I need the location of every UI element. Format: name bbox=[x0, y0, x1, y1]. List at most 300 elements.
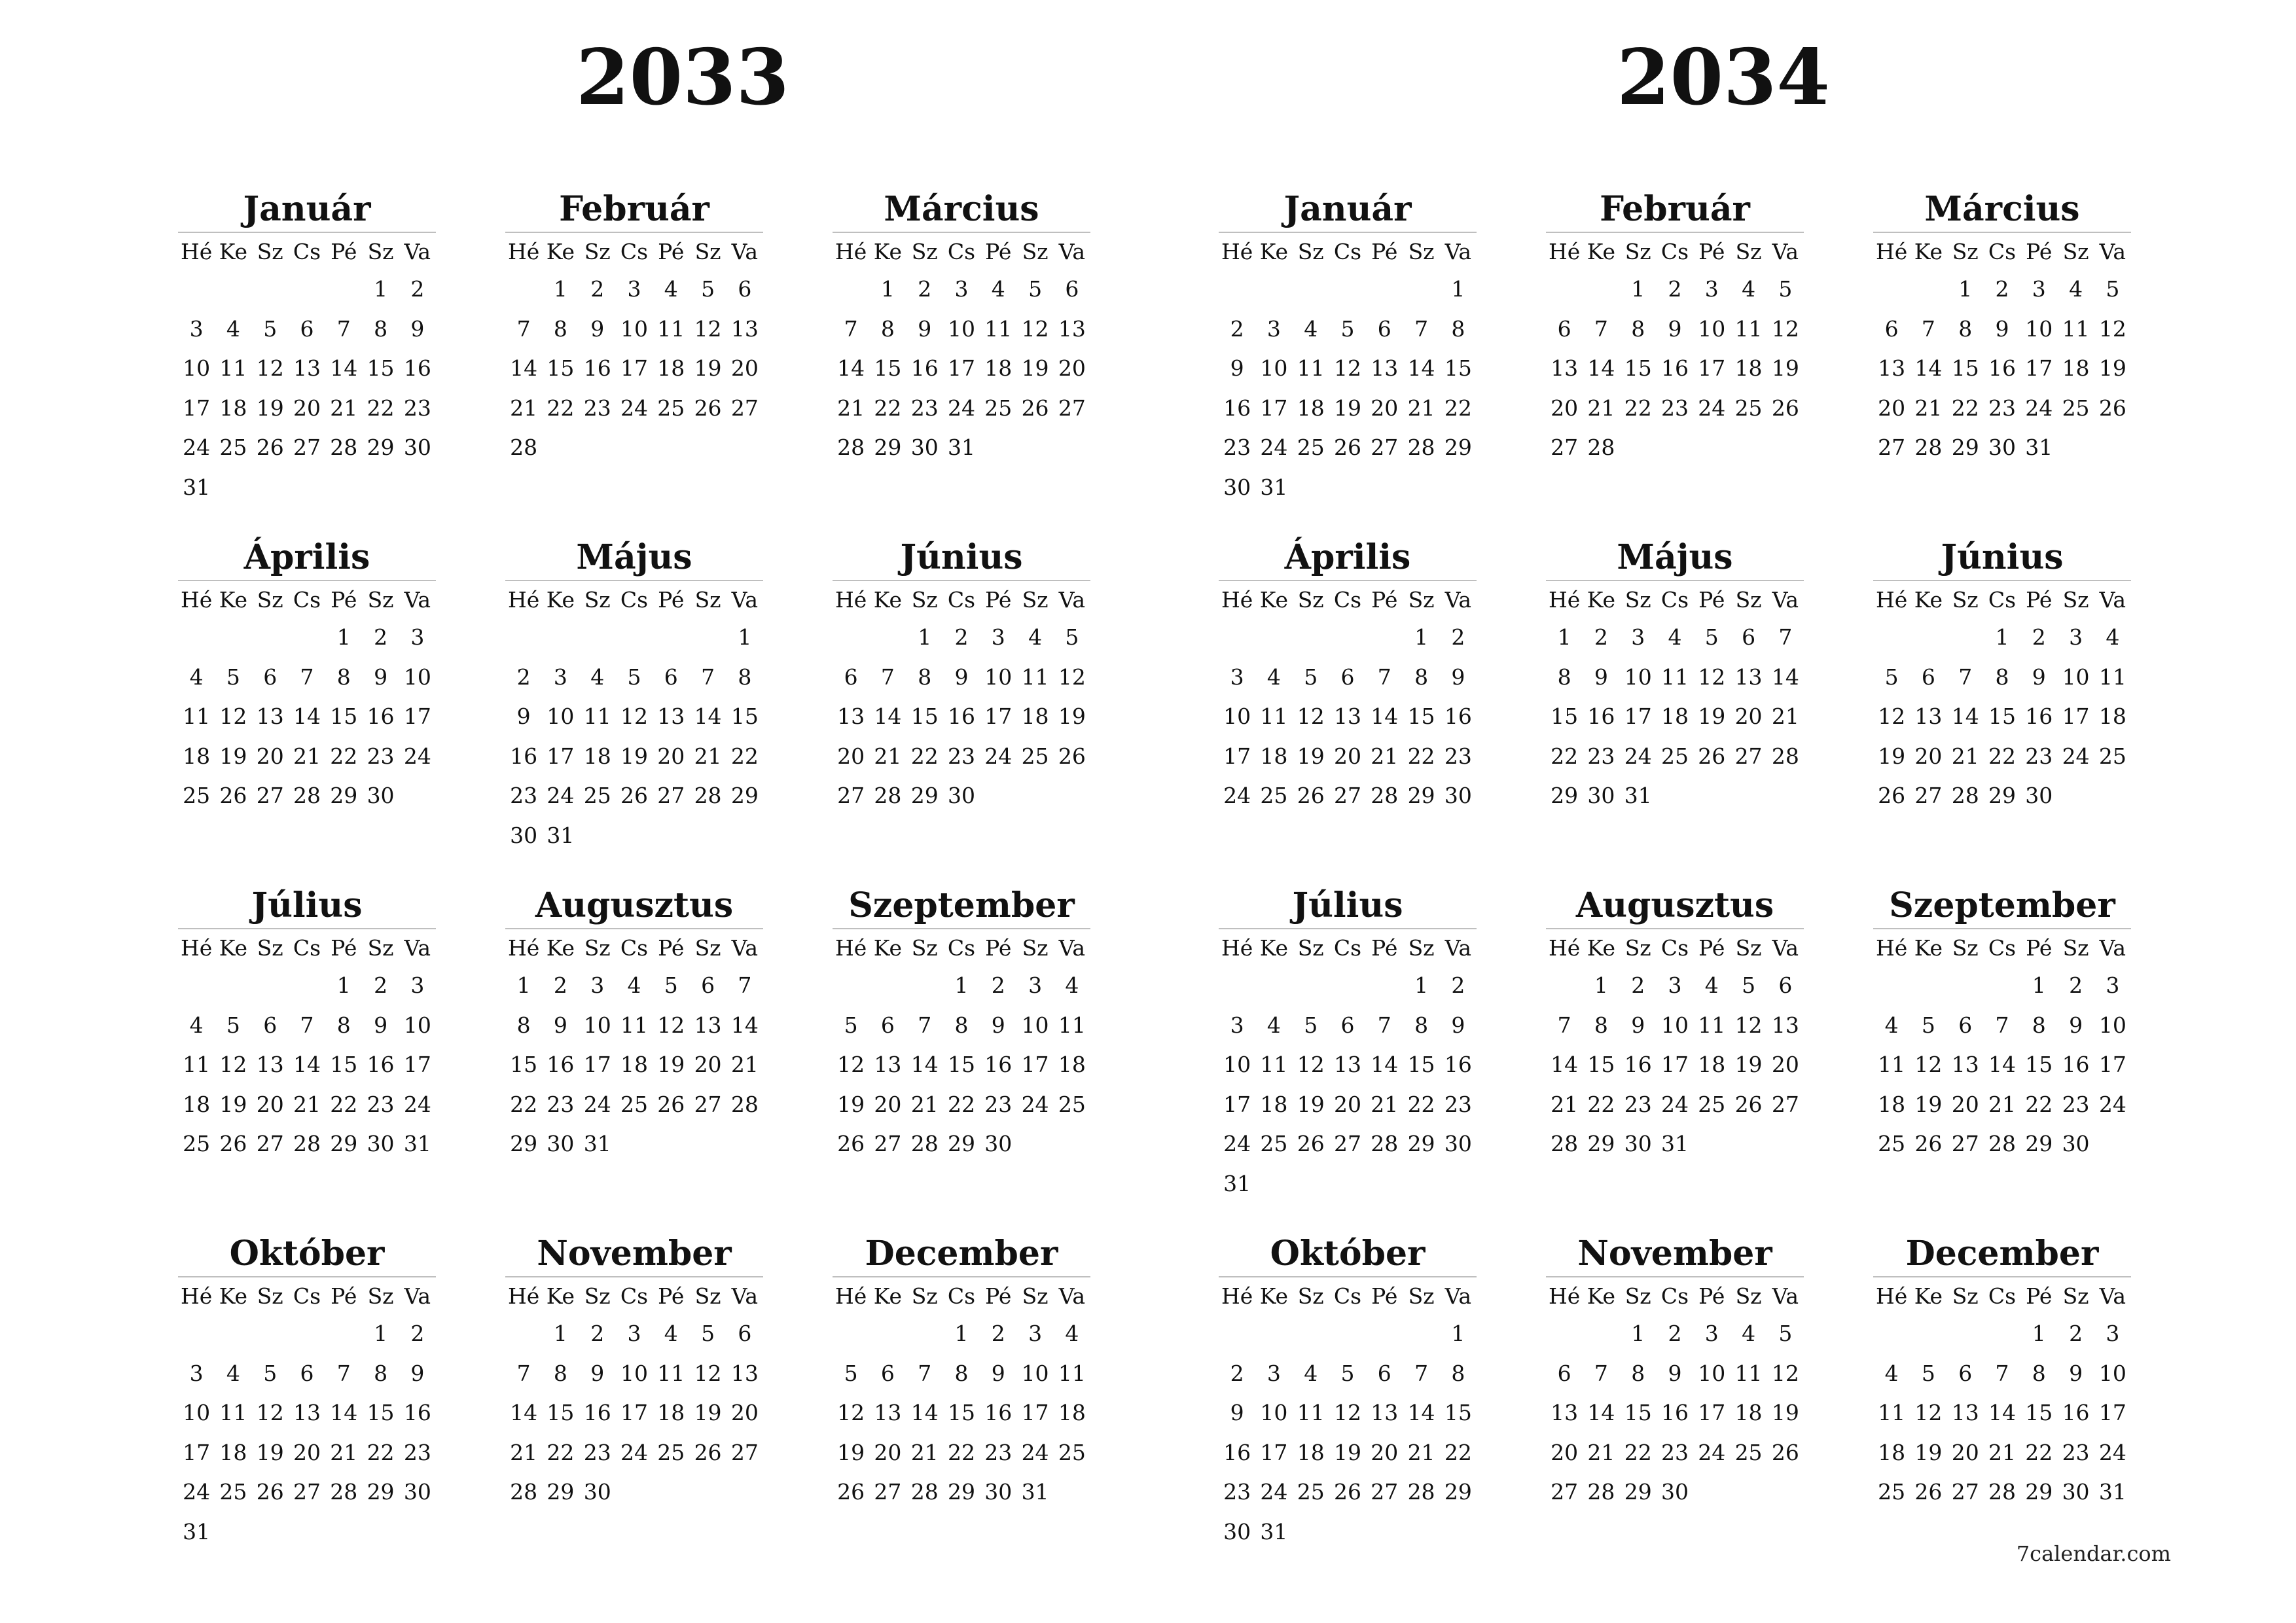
months-grid bbox=[1219, 189, 2228, 1585]
empty-cell bbox=[505, 618, 542, 658]
day-cell: 10 bbox=[947, 315, 975, 342]
day-cell: 11 bbox=[1734, 1360, 1763, 1386]
day-cell: 4 bbox=[2069, 276, 2083, 302]
day-cell: 24 bbox=[1260, 1479, 1288, 1505]
weekday-label: Ke bbox=[873, 586, 903, 613]
day-cell: 9 bbox=[516, 704, 531, 729]
empty-cell bbox=[1219, 618, 1255, 658]
day-cell: 31 bbox=[1021, 1479, 1049, 1505]
day-cell: 13 bbox=[1371, 1400, 1399, 1425]
year-calendar-2034 bbox=[1219, 32, 2228, 1585]
day-cell: 25 bbox=[1660, 743, 1689, 769]
day-cell: 23 bbox=[984, 1439, 1013, 1465]
weekday-label: Hé bbox=[180, 1283, 213, 1309]
day-cell: 30 bbox=[984, 1479, 1013, 1505]
empty-cell bbox=[1219, 1314, 1255, 1354]
empty-cell bbox=[325, 270, 362, 310]
weekday-label: Va bbox=[1058, 935, 1086, 961]
day-cell: 22 bbox=[510, 1091, 538, 1117]
weekday-label: Ke bbox=[219, 238, 248, 264]
weekday-label: Hé bbox=[180, 935, 213, 961]
day-cell: 16 bbox=[510, 743, 538, 769]
weekday-label: Sz bbox=[1952, 238, 1979, 264]
day-cell: 20 bbox=[1333, 743, 1361, 769]
day-cell: 25 bbox=[2062, 395, 2090, 421]
day-cell: 18 bbox=[620, 1052, 648, 1077]
day-cell: 22 bbox=[1444, 395, 1472, 421]
day-cell: 10 bbox=[2098, 1012, 2126, 1038]
day-grid bbox=[1546, 966, 1804, 1164]
weekday-label: Sz bbox=[1624, 1283, 1651, 1309]
day-cell: 4 bbox=[1704, 972, 1719, 998]
day-cell: 26 bbox=[837, 1131, 865, 1156]
day-cell: 7 bbox=[300, 664, 314, 690]
day-cell: 11 bbox=[1021, 664, 1049, 690]
day-cell: 7 bbox=[1377, 664, 1391, 690]
day-cell: 20 bbox=[837, 743, 865, 769]
weekday-label: Sz bbox=[584, 238, 611, 264]
day-cell: 15 bbox=[1444, 355, 1472, 381]
weekday-label: Hé bbox=[834, 586, 867, 613]
day-cell: 6 bbox=[1065, 276, 1079, 302]
day-cell: 21 bbox=[1587, 1439, 1615, 1465]
month-name: Május bbox=[576, 537, 692, 577]
weekday-label: Pé bbox=[2026, 238, 2053, 264]
day-cell: 15 bbox=[874, 355, 902, 381]
day-cell: 7 bbox=[1414, 315, 1429, 342]
empty-cell bbox=[833, 618, 869, 658]
day-cell: 24 bbox=[620, 1439, 648, 1465]
day-cell: 18 bbox=[219, 1439, 247, 1465]
day-cell: 19 bbox=[1698, 704, 1726, 729]
day-cell: 16 bbox=[403, 1400, 431, 1425]
weekday-label: Sz bbox=[257, 586, 283, 613]
day-cell: 17 bbox=[1260, 395, 1288, 421]
empty-cell bbox=[1329, 270, 1366, 310]
day-cell: 3 bbox=[410, 972, 425, 998]
day-cell: 2 bbox=[1451, 624, 1465, 650]
weekday-label: Sz bbox=[1297, 1283, 1324, 1309]
day-cell: 1 bbox=[336, 624, 351, 650]
day-cell: 29 bbox=[730, 783, 759, 808]
day-cell: 20 bbox=[293, 1439, 321, 1465]
weekday-label: Va bbox=[1772, 238, 1799, 264]
weekday-label: Pé bbox=[331, 935, 357, 961]
day-cell: 15 bbox=[910, 704, 939, 729]
day-cell: 4 bbox=[1742, 1321, 1756, 1346]
day-cell: 26 bbox=[2098, 395, 2126, 421]
day-cell: 15 bbox=[330, 704, 358, 729]
day-cell: 4 bbox=[664, 276, 678, 302]
weekday-label: Hé bbox=[507, 1283, 540, 1309]
day-cell: 1 bbox=[374, 276, 388, 302]
day-cell: 9 bbox=[553, 1012, 567, 1038]
day-cell: 12 bbox=[1698, 664, 1726, 690]
weekday-header bbox=[505, 233, 763, 270]
month-name: Január bbox=[1283, 189, 1412, 229]
day-grid bbox=[1546, 270, 1804, 468]
day-cell: 28 bbox=[1988, 1131, 2016, 1156]
day-cell: 19 bbox=[657, 1052, 685, 1077]
day-cell: 19 bbox=[1058, 704, 1086, 729]
day-grid bbox=[505, 618, 763, 855]
day-cell: 5 bbox=[1921, 1360, 1935, 1386]
day-cell: 20 bbox=[1551, 1439, 1579, 1465]
weekday-header bbox=[833, 1277, 1090, 1314]
day-cell: 28 bbox=[1914, 435, 1943, 460]
day-cell: 25 bbox=[984, 395, 1013, 421]
day-cell: 10 bbox=[1021, 1360, 1049, 1386]
day-cell: 1 bbox=[516, 972, 531, 998]
weekday-label: Cs bbox=[947, 586, 976, 613]
day-cell: 28 bbox=[1407, 435, 1435, 460]
day-cell: 16 bbox=[1444, 1052, 1472, 1077]
day-cell: 14 bbox=[1407, 355, 1435, 381]
weekday-label: Sz bbox=[257, 1283, 283, 1309]
day-cell: 2 bbox=[410, 1321, 425, 1346]
day-cell: 15 bbox=[367, 355, 395, 381]
weekday-label: Hé bbox=[507, 586, 540, 613]
day-cell: 18 bbox=[657, 1400, 685, 1425]
day-cell: 7 bbox=[918, 1360, 932, 1386]
day-cell: 8 bbox=[1594, 1012, 1608, 1038]
day-cell: 16 bbox=[367, 704, 395, 729]
day-cell: 12 bbox=[1058, 664, 1086, 690]
day-cell: 24 bbox=[1624, 743, 1652, 769]
day-cell: 6 bbox=[263, 664, 278, 690]
day-cell: 30 bbox=[583, 1479, 611, 1505]
day-cell: 19 bbox=[2098, 355, 2126, 381]
weekday-label: Ke bbox=[546, 238, 575, 264]
month-name: Szeptember bbox=[1889, 885, 2115, 925]
day-cell: 23 bbox=[2062, 1439, 2090, 1465]
day-cell: 22 bbox=[2025, 1091, 2053, 1117]
day-cell: 30 bbox=[1444, 783, 1472, 808]
day-cell: 25 bbox=[657, 395, 685, 421]
day-cell: 21 bbox=[1988, 1439, 2016, 1465]
day-cell: 18 bbox=[984, 355, 1013, 381]
day-cell: 26 bbox=[1021, 395, 1049, 421]
day-cell: 21 bbox=[293, 743, 321, 769]
day-cell: 28 bbox=[1371, 783, 1399, 808]
month-name: Június bbox=[900, 537, 1023, 577]
day-cell: 22 bbox=[330, 1091, 358, 1117]
day-cell: 9 bbox=[374, 1012, 388, 1038]
day-cell: 30 bbox=[910, 435, 939, 460]
day-cell: 29 bbox=[1551, 783, 1579, 808]
weekday-label: Sz bbox=[1952, 586, 1979, 613]
month-name: Január bbox=[243, 189, 371, 229]
day-cell: 22 bbox=[330, 743, 358, 769]
month-name: December bbox=[1905, 1234, 2099, 1274]
empty-cell bbox=[833, 270, 869, 310]
day-cell: 25 bbox=[1260, 1131, 1288, 1156]
day-cell: 16 bbox=[2062, 1400, 2090, 1425]
weekday-label: Sz bbox=[1624, 586, 1651, 613]
day-cell: 7 bbox=[516, 315, 531, 342]
day-cell: 6 bbox=[1377, 315, 1391, 342]
day-cell: 23 bbox=[984, 1091, 1013, 1117]
day-cell: 31 bbox=[1624, 783, 1652, 808]
day-cell: 27 bbox=[837, 783, 865, 808]
day-cell: 27 bbox=[1551, 1479, 1579, 1505]
day-cell: 8 bbox=[1995, 664, 2009, 690]
empty-cell bbox=[1403, 1314, 1439, 1354]
month-name: November bbox=[1577, 1234, 1772, 1274]
day-cell: 20 bbox=[1371, 1439, 1399, 1465]
day-cell: 2 bbox=[1668, 276, 1682, 302]
day-cell: 3 bbox=[1266, 1360, 1281, 1386]
day-cell: 8 bbox=[1451, 1360, 1465, 1386]
day-cell: 1 bbox=[336, 972, 351, 998]
day-cell: 11 bbox=[1260, 704, 1288, 729]
day-cell: 17 bbox=[403, 704, 431, 729]
empty-cell bbox=[1366, 618, 1403, 658]
day-cell: 16 bbox=[583, 355, 611, 381]
day-cell: 25 bbox=[2098, 743, 2126, 769]
month-block bbox=[1219, 537, 1477, 889]
day-cell: 25 bbox=[1297, 1479, 1325, 1505]
weekday-label: Hé bbox=[1548, 935, 1581, 961]
day-cell: 20 bbox=[874, 1091, 902, 1117]
weekday-label: Ke bbox=[1914, 238, 1943, 264]
month-block bbox=[1546, 885, 1804, 1237]
day-cell: 27 bbox=[1734, 743, 1763, 769]
weekday-label: Sz bbox=[911, 1283, 938, 1309]
month-name: Október bbox=[1270, 1234, 1426, 1274]
day-cell: 18 bbox=[1260, 1091, 1288, 1117]
day-cell: 12 bbox=[256, 355, 284, 381]
day-cell: 30 bbox=[1223, 474, 1251, 500]
day-cell: 3 bbox=[627, 1321, 641, 1346]
day-cell: 12 bbox=[1914, 1052, 1943, 1077]
day-cell: 26 bbox=[1297, 783, 1325, 808]
day-cell: 14 bbox=[910, 1400, 939, 1425]
day-cell: 18 bbox=[657, 355, 685, 381]
month-block bbox=[1546, 537, 1804, 889]
day-cell: 9 bbox=[2069, 1360, 2083, 1386]
weekday-label: Ke bbox=[219, 935, 248, 961]
weekday-label: Cs bbox=[1660, 1283, 1689, 1309]
weekday-label: Pé bbox=[2026, 586, 2053, 613]
day-cell: 17 bbox=[547, 743, 575, 769]
day-cell: 12 bbox=[1333, 355, 1361, 381]
weekday-label: Ke bbox=[1587, 935, 1616, 961]
day-cell: 6 bbox=[1377, 1360, 1391, 1386]
weekday-label: Hé bbox=[1548, 238, 1581, 264]
day-cell: 8 bbox=[738, 664, 752, 690]
day-cell: 23 bbox=[1444, 743, 1472, 769]
day-cell: 8 bbox=[1631, 315, 1645, 342]
empty-cell bbox=[833, 966, 869, 1006]
empty-cell bbox=[1546, 966, 1583, 1006]
day-cell: 1 bbox=[1958, 276, 1973, 302]
day-cell: 19 bbox=[256, 395, 284, 421]
weekday-header bbox=[505, 581, 763, 618]
day-cell: 24 bbox=[2098, 1439, 2126, 1465]
day-cell: 20 bbox=[1951, 1091, 1979, 1117]
weekday-label: Ke bbox=[873, 238, 903, 264]
day-cell: 16 bbox=[583, 1400, 611, 1425]
day-cell: 29 bbox=[1444, 435, 1472, 460]
day-cell: 2 bbox=[2032, 624, 2046, 650]
day-cell: 3 bbox=[1028, 972, 1043, 998]
month-name: Február bbox=[1600, 189, 1750, 229]
day-cell: 7 bbox=[918, 1012, 932, 1038]
day-cell: 2 bbox=[1451, 972, 1465, 998]
weekday-label: Ke bbox=[546, 935, 575, 961]
day-cell: 7 bbox=[1377, 1012, 1391, 1038]
day-cell: 1 bbox=[553, 276, 567, 302]
month-name: Május bbox=[1617, 537, 1733, 577]
day-cell: 18 bbox=[1058, 1400, 1086, 1425]
weekday-label: Hé bbox=[180, 238, 213, 264]
day-cell: 4 bbox=[991, 276, 1005, 302]
day-cell: 18 bbox=[1698, 1052, 1726, 1077]
weekday-header bbox=[1873, 581, 2131, 618]
day-cell: 29 bbox=[330, 1131, 358, 1156]
day-cell: 24 bbox=[984, 743, 1013, 769]
day-cell: 29 bbox=[1444, 1479, 1472, 1505]
weekday-label: Sz bbox=[694, 586, 721, 613]
day-cell: 2 bbox=[2069, 972, 2083, 998]
empty-cell bbox=[1329, 618, 1366, 658]
day-cell: 29 bbox=[367, 435, 395, 460]
day-cell: 25 bbox=[1058, 1439, 1086, 1465]
day-cell: 3 bbox=[2106, 972, 2120, 998]
day-cell: 28 bbox=[510, 1479, 538, 1505]
day-cell: 16 bbox=[1624, 1052, 1652, 1077]
day-cell: 29 bbox=[947, 1479, 975, 1505]
weekday-label: Cs bbox=[1660, 935, 1689, 961]
month-block bbox=[1873, 1234, 2131, 1585]
day-cell: 1 bbox=[553, 1321, 567, 1346]
day-cell: 16 bbox=[1660, 355, 1689, 381]
day-cell: 10 bbox=[620, 315, 648, 342]
weekday-label: Hé bbox=[1548, 586, 1581, 613]
month-block bbox=[1873, 537, 2131, 889]
weekday-label: Sz bbox=[911, 238, 938, 264]
weekday-label: Cs bbox=[1988, 586, 2017, 613]
day-cell: 3 bbox=[1631, 624, 1645, 650]
weekday-label: Ke bbox=[1587, 1283, 1616, 1309]
day-cell: 11 bbox=[620, 1012, 648, 1038]
day-cell: 3 bbox=[189, 1360, 204, 1386]
day-cell: 6 bbox=[880, 1012, 895, 1038]
day-cell: 31 bbox=[583, 1131, 611, 1156]
weekday-label: Cs bbox=[1988, 1283, 2017, 1309]
day-cell: 7 bbox=[1778, 624, 1793, 650]
weekday-label: Sz bbox=[1952, 935, 1979, 961]
day-grid bbox=[1219, 270, 1477, 507]
day-cell: 1 bbox=[954, 972, 969, 998]
day-cell: 20 bbox=[1371, 395, 1399, 421]
day-cell: 7 bbox=[300, 1012, 314, 1038]
day-cell: 5 bbox=[701, 276, 715, 302]
day-cell: 13 bbox=[1371, 355, 1399, 381]
day-cell: 9 bbox=[1668, 1360, 1682, 1386]
day-cell: 6 bbox=[300, 315, 314, 342]
day-cell: 8 bbox=[954, 1012, 969, 1038]
empty-cell bbox=[1255, 966, 1292, 1006]
weekday-label: Sz bbox=[694, 935, 721, 961]
weekday-label: Va bbox=[2099, 586, 2126, 613]
day-cell: 27 bbox=[293, 1479, 321, 1505]
empty-cell bbox=[215, 966, 251, 1006]
day-cell: 5 bbox=[1742, 972, 1756, 998]
weekday-label: Ke bbox=[873, 935, 903, 961]
day-grid bbox=[1873, 270, 2131, 468]
day-cell: 10 bbox=[183, 1400, 211, 1425]
day-cell: 26 bbox=[694, 1439, 722, 1465]
day-cell: 1 bbox=[2032, 972, 2046, 998]
weekday-label: Cs bbox=[1333, 1283, 1362, 1309]
day-cell: 9 bbox=[1230, 1400, 1244, 1425]
weekday-label: Cs bbox=[620, 935, 649, 961]
day-cell: 13 bbox=[1734, 664, 1763, 690]
day-cell: 12 bbox=[2098, 315, 2126, 342]
day-cell: 2 bbox=[1230, 315, 1244, 342]
weekday-header bbox=[1873, 1277, 2131, 1314]
weekday-label: Ke bbox=[219, 586, 248, 613]
year-title: 2034 bbox=[1617, 32, 1830, 122]
day-cell: 30 bbox=[367, 783, 395, 808]
day-cell: 20 bbox=[1771, 1052, 1799, 1077]
weekday-label: Sz bbox=[1408, 1283, 1435, 1309]
day-cell: 31 bbox=[403, 1131, 431, 1156]
day-cell: 11 bbox=[583, 704, 611, 729]
day-grid bbox=[178, 270, 436, 507]
weekday-label: Hé bbox=[1548, 1283, 1581, 1309]
day-cell: 23 bbox=[1444, 1091, 1472, 1117]
day-cell: 25 bbox=[1021, 743, 1049, 769]
day-cell: 24 bbox=[1698, 395, 1726, 421]
weekday-label: Sz bbox=[1297, 586, 1324, 613]
day-grid bbox=[833, 966, 1090, 1164]
weekday-header bbox=[1219, 581, 1477, 618]
day-cell: 17 bbox=[1698, 1400, 1726, 1425]
day-cell: 23 bbox=[403, 395, 431, 421]
month-name: Október bbox=[229, 1234, 385, 1274]
empty-cell bbox=[616, 618, 653, 658]
day-cell: 7 bbox=[1414, 1360, 1429, 1386]
weekday-label: Ke bbox=[1914, 935, 1943, 961]
day-cell: 4 bbox=[1668, 624, 1682, 650]
day-cell: 24 bbox=[2098, 1091, 2126, 1117]
day-cell: 16 bbox=[1988, 355, 2016, 381]
day-cell: 23 bbox=[583, 395, 611, 421]
day-cell: 14 bbox=[293, 704, 321, 729]
day-cell: 3 bbox=[1266, 315, 1281, 342]
weekday-label: Sz bbox=[2062, 935, 2089, 961]
day-cell: 30 bbox=[1988, 435, 2016, 460]
day-cell: 4 bbox=[1884, 1360, 1899, 1386]
empty-cell bbox=[1403, 270, 1439, 310]
day-cell: 15 bbox=[2025, 1400, 2053, 1425]
day-cell: 10 bbox=[183, 355, 211, 381]
day-cell: 21 bbox=[730, 1052, 759, 1077]
day-cell: 7 bbox=[1557, 1012, 1571, 1038]
day-cell: 26 bbox=[1771, 1439, 1799, 1465]
day-cell: 8 bbox=[1631, 1360, 1645, 1386]
day-cell: 12 bbox=[1297, 1052, 1325, 1077]
day-cell: 9 bbox=[2069, 1012, 2083, 1038]
day-cell: 15 bbox=[947, 1400, 975, 1425]
day-cell: 21 bbox=[293, 1091, 321, 1117]
month-block bbox=[1873, 885, 2131, 1237]
day-cell: 30 bbox=[367, 1131, 395, 1156]
day-cell: 23 bbox=[1660, 1439, 1689, 1465]
